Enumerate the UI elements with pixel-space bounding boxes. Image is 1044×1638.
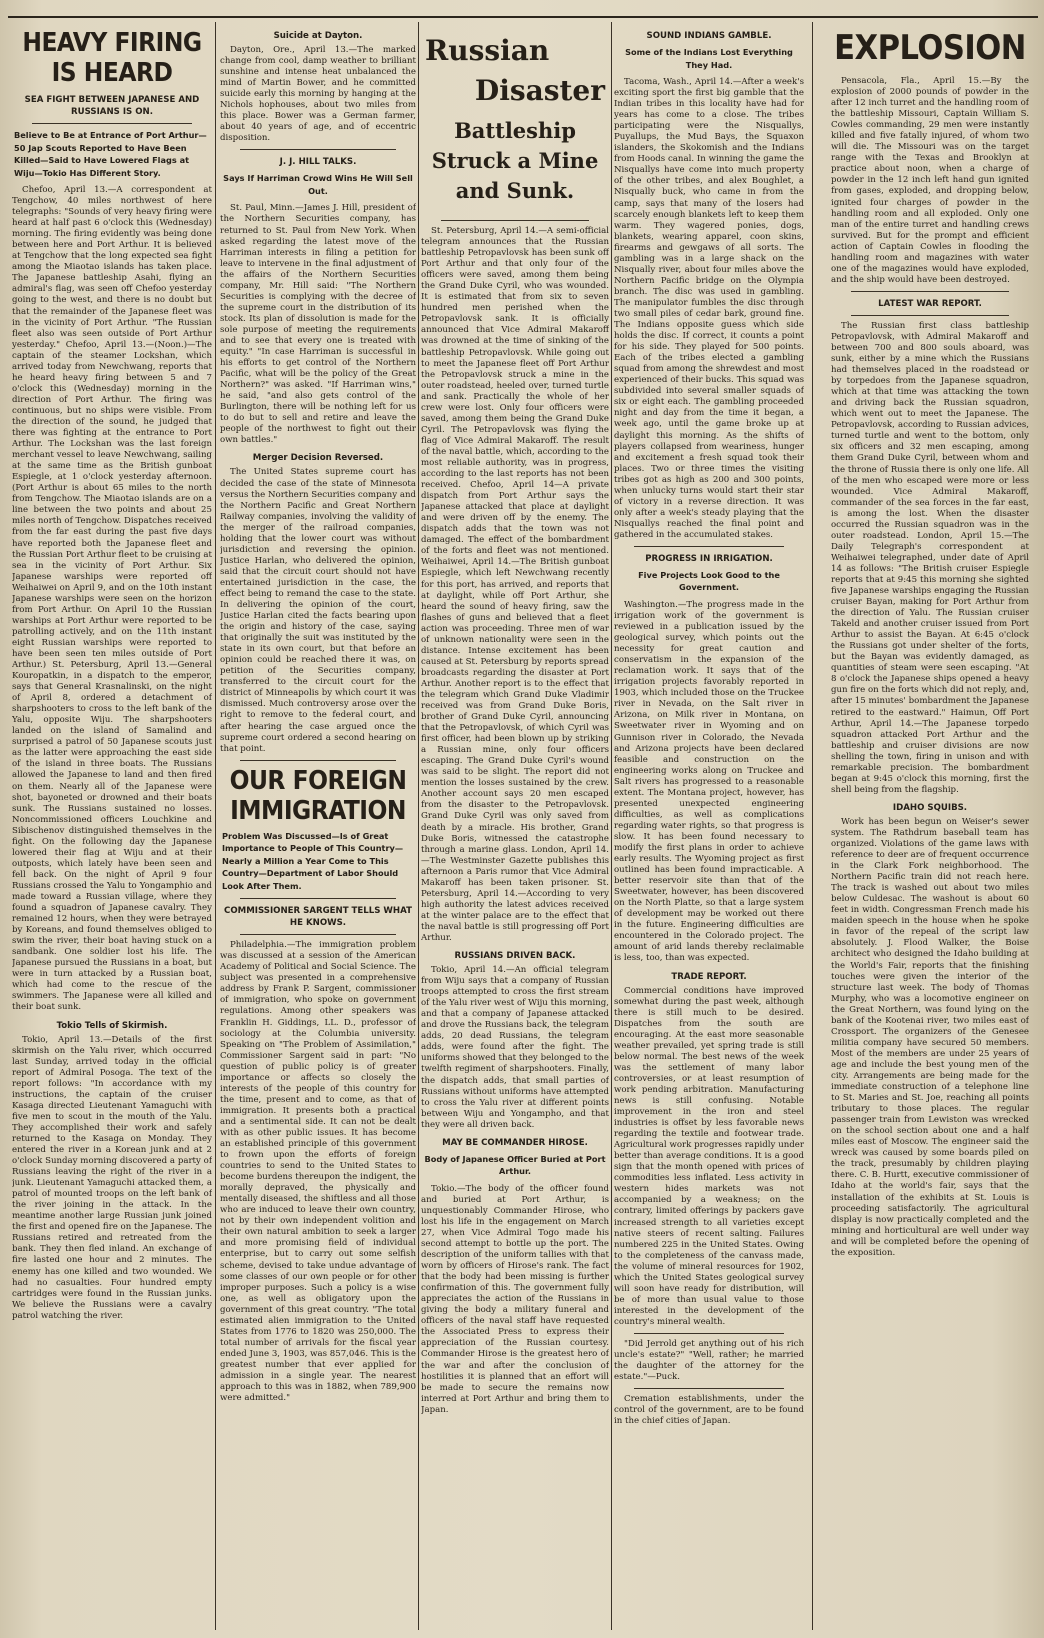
article-body: St. Petersburg, April 14.—A semi-official telegram announces that the Russian battleship Petropavlovsk has been sunk off Port Arthur and that only four of the officers were saved, among them being the Grand Duke Cyril, who was wounded. It is estimated that from six to seven hundred men perished when the Petropavlovsk sank. It is officially announced that Vice Admiral Makaroff was drowned at the time of sinking of the battleship Petropavlovsk. While going out to meet the Japanese fleet off Port Arthur the Petropavlovsk struck a mine in the outer roadstead, heeled over, turned turtle and sank. Practically the whole of her crew were lost. Only four officers were saved, among them being the Grand Duke Cyril. The Petropavlovsk was flying the flag of Vice Admiral Makaroff. The result of the naval battle, which, according to the most reliable authority, was in progress, according to the last reports has not been received. Chefoo, April 14—A private dispatch from Port Arthur says the Japanese attacked that place at daylight and were driven off by the enemy. The dispatch adds that the town was not damaged. The effect of the bombardment of the forts and fleet was not mentioned. Weihaiwei, April 14.—The British gunboat Espiegle, which left Newchwang recently for this port, has arrived, and reports that at daylight, while off Port Arthur, she heard the sound of heavy firing, saw the flashes of guns and believed that a fleet action was proceeding. Three men of war of unknown nationality were seen in the distance. Intense excitement has been caused at St. Petersburg by reports spread broadcasts regarding the disaster at Port Arthur. Another report is to the effect that the telegram which Grand Duke Vladimir received was from Grand Duke Boris, brother of Grand Duke Cyril, announcing that the Petropavlovsk, of which Cyril was first officer, had been blown up by striking a Russian mine, only four officers escaping. The Grand Duke Cyril's wound was said to be slight. The report did not mention the losses sustained by the crew. Another account says 20 men escaped from the disaster to the Petropavlovsk. Grand Duke Cyril was only saved from death by a miracle. His brother, Grand Duke Boris, witnessed the catastrophe through a marine glass. London, April 14.—The Westminster Gazette publishes this afternoon a Paris rumor that Vice Admiral Makaroff has been taken prisoner. St. Petersburg, April 14.—According to very high authority the latest advices received at the winter palace are to the effect that the naval battle is still progressing off Port Arthur.: [421, 226, 609, 943]
subhead-latest-war-report: LATEST WAR REPORT.: [878, 298, 982, 309]
column-3: [421, 24, 609, 1630]
divider: [240, 898, 396, 899]
deck-port-arthur: Believe to Be at Entrance of Port Arthur—50 Jap Scouts Reported to Have Been Killed—Said to Have Lowered Flags at Wiju—Tokio Has Different Story.: [14, 130, 207, 178]
column-1: [12, 24, 212, 1630]
deck-hirose: Body of Japanese Officer Buried at Port Arthur.: [424, 1153, 606, 1177]
column-rule: [812, 22, 813, 1630]
subhead-sound-indians: SOUND INDIANS GAMBLE.: [646, 31, 772, 41]
headline-disaster: Disaster: [474, 74, 605, 107]
divider: [240, 760, 396, 761]
article-body: Philadelphia.—The immigration problem was discussed at a session of the American Academy of Political and Social Science. The subject was presented in a comprehensive address by Frank P. Sargent, commissioner of immigration, who spoke on government regulations. Among other speakers was Franklin H. Giddings, LL. D., professor of sociology at the Columbia university. Speaking on "The Problem of Assimilation," Commissioner Sargent said in part: "No question of public policy is of greater importance or affects so closely the interests of the people of this country for the time, present and to come, as that of immigration. It presents both a practical and a sentimental side. It can not be dealt with as other public issues. It has become an established principle of this government to frown upon the efforts of foreign countries to send to the United States to become burdens thereupon the indigent, the morally depraved, the physically and mentally diseased, the shiftless and all those who are induced to leave their own country, not by their own independent volition and their own natural ambition to seek a larger and more promising field of individual enterprise, but to carry out some selfish scheme, devised to take undue advantage of some classes of our own people or for other improper purposes. Such a policy is a wise one, as well as obligatory upon the government of this great country. "The total estimated alien immigration to the United States from 1776 to 1820 was 250,000. The total number of arrivals for the fiscal year ended June 3, 1903, was 857,046. This is the greatest number that ever applied for admission in a single year. The nearest approach to this was in 1882, when 789,900 were admitted.": [220, 940, 416, 1404]
column-5: [831, 24, 1029, 1630]
article-body: Washington.—The progress made in the irrigation work of the government is reviewed in a publication issued by the geological survey, which points out the necessity for great caution and conservatism in the expansion of the reclamation work. It says that of the irrigation projects favorably reported in 1903, which included those on the Truckee river in Nevada, on the Salt river in Arizona, on Milk river in Montana, on Sweetwater river in Wyoming and on Gunnison river in Colorado, the Nevada and Arizona projects have been declared feasible and construction on the engineering works along on Truckee and Salt rivers has progressed to a reasonable extent. The Montana project, however, has presented unexpected engineering difficulties, as well as complications regarding water rights, so that progress is slow. It has been found necessary to modify the first plans in order to achieve early results. The Wyoming project as first outlined has been found impracticable. A better reservoir site than that of the Sweetwater, however, has been discovered on the North Platte, so that a large system of development may be worked out there in the future. Engineering difficulties are encountered in the Colorado project. The amount of arid lands thereby reclaimable is less, too, than was expected.: [614, 599, 804, 964]
subhead-hill-talks: J. J. HILL TALKS.: [279, 157, 357, 168]
column-2: [220, 24, 416, 1630]
column-rule: [611, 22, 612, 1630]
column-rule: [215, 22, 216, 1630]
divider: [240, 149, 396, 150]
article-body: Tokio, April 13.—Details of the first skirmish on the Yalu river, which occurred last Sunday, arrived today in the official report of Admiral Posoga. The text of the report follows: "In accordance with my instructions, the captain of the cruiser Kasaga directed Lieutenant Yamaguchi with five men to scout in the mouth of the Yalu. They accomplished their work and safely returned to the Kasaga on Monday. They entered the river in a Korean junk and at 2 o'clock Sunday morning discovered a party of Russians leaving the right of the river in a junk. Lieutenant Yamaguchi attacked them, a patrol of mounted troops on the left bank of the river joining in the attack. In the meantime another large Russian junk joined the first and opened fire on the Japanese. The Russians retired and retreated from the bank. They then fled inland. An exchange of fire lasted one hour and 2 minutes. The enemy has one killed and two wounded. We had no casualties. Four hundred empty cartridges were found in the Russian junks. We believe the Russians were a cavalry patrol watching the river.: [12, 1034, 212, 1321]
article-body: Tokio.—The body of the officer found and buried at Port Arthur, is unquestionably Commander Hirose, who lost his life in the engagement on March 27, when Vice Admiral Togo made his second attempt to bottle up the port. The description of the uniform tallies with that worn by officers of Hirose's rank. The fact that the body had been missing is further confirmation of this. The government fully appreciates the action of the Russians in giving the body a military funeral and officers of the naval staff have requested the Associated Press to express their appreciation of the Russian courtesy. Commander Hirose is the greatest hero of the war and after the conclusion of hostilities it is planned that an effort will be made to secure the remains now interred at Port Arthur and bring them to Japan.: [421, 1183, 609, 1415]
article-body: The United States supreme court has decided the case of the state of Minnesota versus the Northern Securities company and the Northern Pacific and Great Northern Railway companies, involving the validity of the merger of the railroad companies, holding that the lower court was without jurisdiction and reversing the opinion. Justice Harlan, who delivered the opinion, said that the circuit court should not have entertained jurisdiction in the case, the effect being to remand the case to the state. In delivering the opinion of the court, Justice Harlan cited the facts bearing upon the origin and history of the case, saying that originally the suit was instituted by the state in its own court, but that before an opinion could be reached there it was, on petition of the Securities company, transferred to the circuit court for the district of Minneapolis by which court it was dismissed. Much controversy arose over the right to remove to the federal court, and after hearing the case argued once the supreme court ordered a second hearing on that point.: [220, 467, 416, 754]
article-body: Tacoma, Wash., April 14.—After a week's exciting sport the first big gamble that the Indian tribes in this locality have had for years has come to a close. The tribes participating were the Nisquallys, Puyallups, the Mud Bays, the Squaxon islanders, the Skokomish and the Indians from Hoods canal. In winning the game the Nisquallys have come into much property of the other tribes, and alex Boughlet, a Nisqually buck, who came in from the camp, says that many of the losers had scarcely enough blankets left to keep them warm. They wagered ponies, dogs, blankets, wearing apparel, coon skins, firearms and gewgaws of all sorts. The gambling was in a large shack on the Nisqually river, about four miles above the Northern Pacific bridge on the Olympia branch. The disc was used in gambling. The manipulator fumbles the disc through two small piles of cedar bark, ground fine. The Indians opposite guess which side holds the disc. If correct, it counts a point for his side. They played for 500 points. Each of the tribes elected a gambling squad from among the shrewdest and most experienced of their bucks. This squad was subdivided into several smaller squads of six or eight each. The gambling proceeded night and day from the time it began, a week ago, until the game broke up at daylight this morning. As the shifts of players collapsed from weariness, hunger and excitement a fresh squad took their places. Two or three times the visiting tribes got as high as 200 and 300 points, when unlucky turns would start their star of victory in a reverse direction. It was only after a week's steady playing that the Nisquallys reached the final point and gathered in the accumulated stakes.: [614, 77, 804, 540]
article-body: Work has been begun on Weiser's sewer system. The Rathdrum baseball team has organized. Violations of the game laws with reference to deer are of frequent occurrence in the Clark Fork neighborhood. The Northern Pacific train did not reach here. The track is washed out about two miles below Culdesac. The washout is about 60 feet in width. Congressman French made his maiden speech in the house when he spoke in favor of the repeal of the script law absolutely. J. Flood Walker, the Boise architect who designed the Idaho building at the World's Fair, reports that the finishing touches were given the interior of the structure last week. The body of Thomas Murphy, who was a locomotive engineer on the Great Northern, was found lying on the bank of the Kootenai river, two miles east of Crossport. The organizers of the Genesee militia company have secured 50 members. Most of the members are under 25 years of age and include the best young men of the city. Arrangements are being made for the immediate construction of a telephone line to St. Maries and St. Joe, reaching all points tributary to those places. The regular passenger train from Lewiston was wrecked on the school section about one and a half miles east of Moscow. The engineer said the wreck was caused by some boards piled on the track, presumably by children playing there. C. B. Hurtt, executive commissioner of Idaho at the world's fair, says that the installation of the exhibits at St. Louis is proceeding satisfactorily. The agricultural display is now practically completed and the mining and horticultural are well under way and will be completed before the opening of the exposition.: [831, 816, 1029, 1258]
divider: [634, 1388, 784, 1389]
divider: [634, 546, 784, 547]
top-rule: [8, 16, 1038, 18]
article-body: "Did Jerrold get anything out of his rich uncle's estate?" "Well, rather; he married the daughter of the attorney for the estate."—Puck.: [614, 1338, 804, 1383]
column-4: [614, 24, 804, 1630]
divider: [851, 315, 1009, 316]
subhead-idaho-squibs: IDAHO SQUIBS.: [892, 802, 968, 813]
divider: [851, 291, 1009, 292]
deck-indians: Some of the Indians Lost Everything They Had.: [625, 47, 793, 70]
divider: [634, 1333, 784, 1334]
subhead-sea-fight: SEA FIGHT BETWEEN JAPANESE AND RUSSIANS IS ON.: [24, 95, 200, 117]
subhead-trade-report: TRADE REPORT.: [671, 971, 747, 982]
subhead-merger-decision: Merger Decision Reversed.: [252, 453, 384, 464]
subhead-commissioner-sargent: COMMISSIONER SARGENT TELLS WHAT HE KNOWS.: [224, 906, 412, 929]
subhead-russians-driven-back: RUSSIANS DRIVEN BACK.: [454, 951, 576, 962]
headline-battleship-struck: Battleship Struck a Mine and Sunk.: [431, 118, 599, 203]
divider: [240, 934, 396, 935]
article-body: Pensacola, Fla., April 15.—By the explosion of 2000 pounds of powder in the after 12 inch turret and the handling room of the battleship Missouri, Captain William S. Cowles commanding, 29 men were instantly killed and five fatally injured, of whom two will die. The Missouri was on the target range with the Texas and Brooklyn at practice about noon, when a charge of powder in the 12 inch left hand gun ignited from gases, exploded, and dropping below, ignited four charges of powder in the handling room and all exploded. Only one man of the entire turret and handling crews survived. But for the prompt and efficient action of Captain Cowles in flooding the handling room and magazines with water one of the magazines would have exploded, and the ship would have been destroyed.: [831, 76, 1029, 285]
subhead-irrigation: PROGRESS IN IRRIGATION.: [645, 553, 773, 564]
deck-irrigation: Five Projects Look Good to the Government.: [638, 569, 780, 593]
article-body: St. Paul, Minn.—James J. Hill, president of the Northern Securities company, has returned to St. Paul from New York. When asked regarding the latest move of the Harriman interests in filing a petition for leave to intervene in the final adjustment of the affairs of the Northern Securities company, Mr. Hill said: "The Northern Securities is complying with the decree of the supreme court in the distribution of its stock. Its plan of dissolution is made for the sole purpose of meeting the requirements and to see that every one is treated with equity." "In case Harriman is successful in his efforts to get control of the Northern Pacific, what will be the policy of the Great Northern?" was asked. "If Harriman wins," he said, "and also gets control of the Burlington, there will be nothing left for us to do but to sell and retire and leave the people of the northwest to fight out their own battles.": [220, 203, 416, 446]
article-body: The Russian first class battleship Petropavlovsk, with Admiral Makaroff and between 700 and 800 souls aboard, was sunk, either by a mine which the Russians had themselves placed in the roadstead or by torpedoes from the Japanese squadron, which at that time was attacking the town and driving back the Russian squadron, which went out to meet the Japanese. The Petropavlovsk, according to Russian advices, turned turtle and went to the bottom, only six officers and 32 men escaping, among them Grand Duke Cyril, between whom and the throne of Russia there is only one life. All of the men who escaped were more or less wounded. Vice Admiral Makaroff, commander of the sea forces in the far east, is among the lost. When the disaster occurred the Russian squadron was in the outer roadstead. London, April 15.—The Daily Telegraph's correspondent at Weihaiwei telegraphed, under date of April 14 as follows: "The British cruiser Espiegle reports that at 9:45 this morning she sighted five Japanese warships engaging the Russian cruiser Bayan, making for Port Arthur from the direction of Yalu. The Russian cruiser Takeld and another cruiser issued from Port Arthur to assist the Bayan. At 6:45 o'clock the Russians got under shelter of the forts, but the Bayan was evidently damaged, as quantities of steam were seen escaping. "At 8 o'clock the Japanese ships opened a heavy gun fire on the forts which did not reply, and, after 15 minutes' bombardment the Japanese retired to the eastward." Haimun, Off Port Arthur, April 14.—The Japanese torpedo squadron attacked Port Arthur and the battleship and cruiser divisions are now shelling the town, firing in unison and with remarkable precision. The bombardment began at 9:45 o'clock this morning, first the shell being from the flagship.: [831, 320, 1029, 795]
divider: [441, 220, 589, 221]
headline-explosion: EXPLOSION: [834, 28, 1026, 68]
subhead-tokio-skirmish: Tokio Tells of Skirmish.: [56, 1020, 168, 1031]
article-body: Dayton, Ore., April 13.—The marked change from cool, damp weather to brilliant sunshine and intense heat unbalanced the mind of Martin Bower, and he committed suicide early this morning by hanging at the Nichols hophouses, about two miles from this place. Bower was a German farmer, about 40 years of age, and of eccentric disposition.: [220, 45, 416, 144]
article-body: Cremation establishments, under the control of the government, are to be found in the chief cities of Japan.: [614, 1394, 804, 1427]
subhead-commander-hirose: MAY BE COMMANDER HIROSE.: [442, 1137, 588, 1148]
headline-foreign-immigration: OUR FOREIGN IMMIGRATION: [229, 765, 407, 826]
column-rule: [418, 22, 419, 1630]
article-body: Chefoo, April 13.—A correspondent at Tengchow, 40 miles northwest of here telegraphs: "Sounds of very heavy firing were heard at half past 6 o'clock this (Wednesday) morning. The firing evidently was being done between here and Port Arthur. It is believed at Tengchow that the long expected sea fight among the Miaotao islands has taken place. The Japanese battleship Asahi, flying an admiral's flag, was seen off Chefoo yesterday going to the west, and there is no doubt but that the remainder of the Japanese fleet was in the vicinity of Port Arthur. "The Russian fleet also was seen outside of Port Arthur yesterday." Chefoo, April 13.—(Noon.)—The captain of the steamer Lockshan, which arrived today from Newchwang, reports that he heard heavy firing between 5 and 7 o'clock this (Wednesday) morning in the direction of Port Arthur. The firing was continuous, but no ships were visible. From the direction of the sound, he judged that there was fighting at the entrance to Port Arthur. The Lockshan was the last foreign merchant vessel to leave Newchwang, sailing at the same time as the British gunboat Espiegle, at 1 o'clock yesterday afternoon. (Port Arthur is about 65 miles to the north from Tengchow. The Miaotao islands are on a line between the two points and about 25 miles north of Tengchow. Dispatches received from the far east during the past five days have reported both the Japanese fleet and the Russian Port Arthur fleet to be cruising at sea in the vicinity of Port Arthur. Six Japanese warships were reported off Weihaiwei on April 9, and on the 10th instant Japanese warships were seen on the horizon from Port Arthur. On April 10 the Russian warships at Port Arthur were reported to be patrolling actively, and on the 11th instant eight Russian warships were reported to have been seen ten miles outside of Port Arthur.) St. Petersburg, April 13.—General Kouropatkin, in a dispatch to the emperor, says that General Krasnalinski, on the night of April 8, ordered a detachment of sharpshooters to cross to the left bank of the Yalu, opposite Wiju. The sharpshooters landed on the island of Samalind and surprised a patrol of 50 Japanese scouts just as the latter were approaching the east side of the island in three boats. The Russians allowed the Japanese to land and then fired on them. Nearly all of the Japanese were shot, bayoneted or drowned and their boats sunk. The Russians sustained no losses. Noncommissioned officers Louchkine and Sibischenov distinguished themselves in the fight. On the following day the Japanese lowered their flag at Wiju and at their outposts, which lately have been seen and fell back. On the night of April 9 four Russians crossed the Yalu to Yongamphio and made toward a Russian village, where they found a squadron of Japanese cavalry. They remained 12 hours, when they were betrayed by Koreans, and found themselves obliged to swim the river, their boat having stuck on a sandbank. One soldier lost his life. The Japanese pursued the Russians in a boat, but were in turn attacked by a Russian boat, which had come to the rescue of the swimmers. The Japanese were all killed and their boat sunk.: [12, 185, 212, 1013]
headline-heavy-firing: HEAVY FIRING IS HEARD: [22, 28, 202, 88]
divider: [32, 123, 192, 124]
subhead-suicide-dayton: Suicide at Dayton.: [273, 31, 363, 41]
article-body: Commercial conditions have improved somewhat during the past week, although there is still much to be desired. Dispatches from the south are encouraging. At the east more seasonable weather prevailed, yet spring trade is still below normal. The best news of the week was the settlement of many labor controversies, or at least resumption of work pending arbitration. Manufacturing news is still confusing. Notable improvement in the iron and steel industries is offset by less favorable news regarding the textile and footwear trade. Agricultural work progresses rapidly under better than average conditions. It is a good sign that the month opened with prices of commodities less inflated. Less activity in western hides markets was not accompanied by a weakness; on the contrary, limited offerings by packers gave increased strength to all varieties except native steers of recent salting. Failures numbered 225 in the United States. Owing to the completeness of the canvass made, the volume of mineral resources for 1902, which the United States geological survey will soon have ready for distribution, will be of more than usual value to those interested in the development of the country's mineral wealth.: [614, 985, 804, 1327]
deck-harriman: Says If Harriman Crowd Wins He Will Sell Out.: [223, 173, 413, 196]
article-body: Tokio, April 14.—An official telegram from Wiju says that a company of Russian troops attempted to cross the first stream of the Yalu river west of Wiju this morning, and that a company of Japanese attacked and drove the Russians back, the telegram adds, 20 dead Russians, the telegram adds, were found after the fight. The uniforms showed that they belonged to the twelfth regiment of sharpshooters. Finally, the dispatch adds, that small parties of Russians without uniforms have attempted to cross the Yalu river at different points between Wiju and Yongampho, and that they were all driven back.: [421, 965, 609, 1130]
headline-russian: Russian: [425, 34, 550, 67]
deck-immigration: Problem Was Discussed—Is of Great Importance to People of This Country—Nearly a Million a Year Come to This Country—Department of Labor Should Look After Them.: [222, 830, 404, 891]
